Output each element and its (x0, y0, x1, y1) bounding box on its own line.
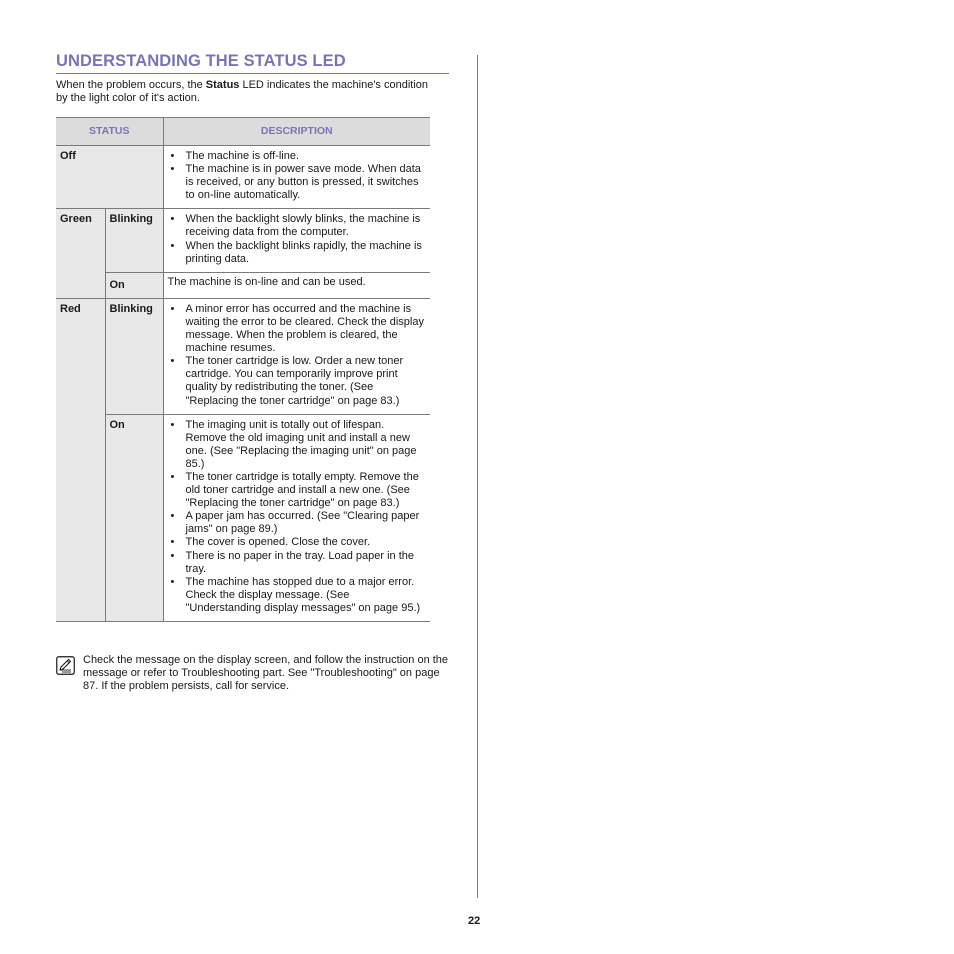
list-item: • The machine has stopped due to a major error. Check the display message. (See "Understanding display messages" on page 95.) (168, 576, 427, 615)
list-item: • The toner cartridge is totally empty. Remove the old toner cartridge and install a new one. (See "Replacing the toner cartridge" on page 83.) (168, 471, 427, 510)
section-title: UNDERSTANDING THE STATUS LED (56, 51, 449, 74)
substatus-red-blinking: Blinking (105, 298, 163, 414)
bullet-list (168, 303, 427, 408)
description-green-blinking (163, 209, 430, 272)
intro-text-bold: Status (205, 79, 240, 91)
intro-paragraph (56, 79, 436, 105)
description-green-on: The machine is on-line and can be used. (163, 272, 430, 298)
table-row-red-on (56, 414, 430, 621)
page-number: 22 (468, 915, 481, 927)
list-item: • The cover is opened. Close the cover. (168, 536, 427, 549)
description-red-blinking (163, 298, 430, 414)
column-divider (477, 55, 478, 898)
table-row-off (56, 146, 430, 209)
list-item: • The imaging unit is totally out of lifespan. Remove the old imaging unit and install a new one. (See "Replacing the imaging unit" on page 85.) (168, 419, 427, 471)
intro-text-before: When the problem occurs, the (56, 79, 206, 91)
description-red-on (163, 414, 430, 621)
list-item: • When the backlight blinks rapidly, the machine is printing data. (168, 240, 427, 266)
list-item: • The machine is in power save mode. When data is received, or any button is pressed, it switches to on-line automatically. (168, 163, 427, 202)
note-text: Check the message on the display screen, and follow the instruction on the message or refer to Troubleshooting part. See "Troubleshooting" on page 87. If the problem persists, call for service. (83, 654, 449, 692)
list-item: • A paper jam has occurred. (See "Clearing paper jams" on page 89.) (168, 510, 427, 536)
bullet-list (168, 419, 427, 615)
status-led-table (56, 117, 430, 622)
status-red: Red (56, 298, 105, 621)
list-item: • When the backlight slowly blinks, the machine is receiving data from the computer. (168, 213, 427, 239)
intro-text-after: LED indicates the machine's condition by the light color of it's action. (56, 79, 429, 104)
table-row-red-blinking (56, 298, 430, 414)
header-status: STATUS (56, 118, 163, 146)
list-item: • There is no paper in the tray. Load paper in the tray. (168, 550, 427, 576)
bullet-list (168, 150, 427, 202)
list-item: • A minor error has occurred and the machine is waiting the error to be cleared. Check the display message. When the problem is cleared, the machine resumes. (168, 303, 427, 355)
description-off (163, 146, 430, 209)
status-green: Green (56, 209, 105, 298)
table-row-green-on (56, 272, 430, 298)
note-pencil-icon (56, 656, 75, 675)
substatus-red-on: On (105, 414, 163, 621)
header-description: DESCRIPTION (163, 118, 430, 146)
substatus-green-blinking: Blinking (105, 209, 163, 272)
status-off: Off (56, 146, 163, 209)
substatus-green-on: On (105, 272, 163, 298)
table-header-row (56, 118, 430, 146)
bullet-list (168, 213, 427, 265)
list-item: • The toner cartridge is low. Order a new toner cartridge. You can temporarily improve print quality by redistributing the toner. (See "Replacing the toner cartridge" on page 83.) (168, 355, 427, 407)
table-row-green-blinking (56, 209, 430, 272)
list-item: • The machine is off-line. (168, 150, 427, 163)
